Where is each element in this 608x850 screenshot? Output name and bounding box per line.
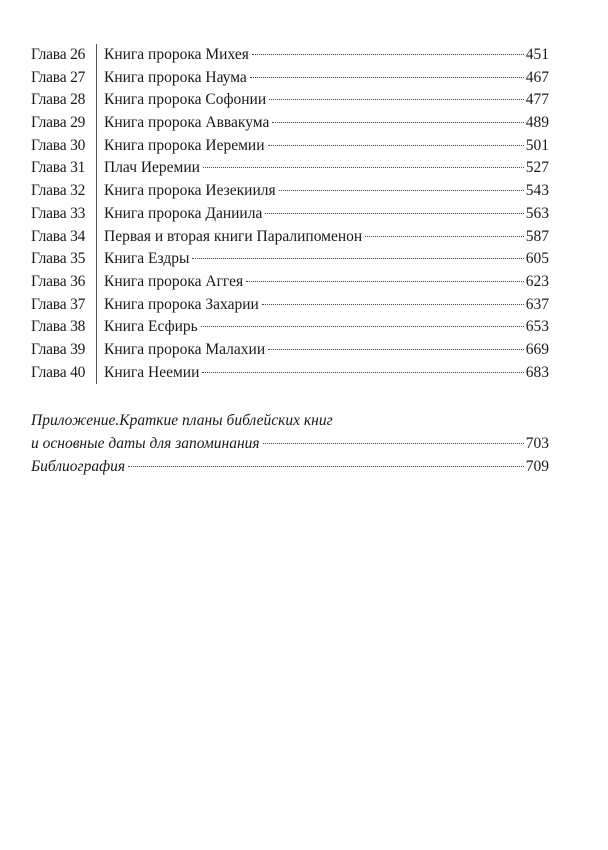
divider bbox=[96, 362, 97, 385]
chapter-title: Книга пророка Малахии bbox=[104, 340, 266, 358]
divider bbox=[96, 135, 97, 158]
chapter-number: Глава 40 bbox=[31, 363, 86, 381]
table-of-contents bbox=[31, 44, 549, 384]
toc-entry bbox=[31, 112, 549, 135]
chapter-number: Глава 30 bbox=[31, 136, 86, 154]
toc-entry bbox=[31, 67, 549, 90]
bibliography-title: Библиография bbox=[31, 458, 126, 475]
appendix-title-line2: и основные даты для запоминания bbox=[31, 435, 260, 452]
page-number: 623 bbox=[525, 272, 549, 290]
toc-entry bbox=[31, 135, 549, 158]
dot-leader bbox=[269, 99, 524, 100]
chapter-title: Книга пророка Иезекииля bbox=[104, 182, 276, 200]
dot-leader bbox=[202, 372, 523, 373]
chapter-title: Книга пророка Захарии bbox=[104, 295, 259, 313]
appendix-entry-line1 bbox=[31, 409, 549, 432]
page-number: 709 bbox=[525, 458, 549, 475]
chapter-title: Книга пророка Аввакума bbox=[104, 114, 270, 132]
chapter-title: Книга пророка Иеремии bbox=[104, 136, 265, 154]
chapter-title: Первая и вторая книги Паралипоменон bbox=[104, 227, 363, 245]
page-number: 501 bbox=[525, 136, 549, 154]
dot-leader bbox=[246, 281, 524, 282]
toc-entry bbox=[31, 339, 549, 362]
chapter-title: Плач Иеремии bbox=[104, 159, 200, 177]
dot-leader bbox=[268, 349, 524, 350]
toc-entry bbox=[31, 180, 549, 203]
dot-leader bbox=[192, 258, 523, 259]
page-number: 527 bbox=[525, 159, 549, 177]
chapter-title: Книга пророка Даниила bbox=[104, 204, 263, 222]
toc-entry bbox=[31, 362, 549, 385]
appendix-entry-line2 bbox=[31, 432, 549, 455]
page-number: 467 bbox=[525, 68, 549, 86]
chapter-number: Глава 29 bbox=[31, 114, 86, 132]
dot-leader bbox=[365, 236, 524, 237]
page-number: 489 bbox=[525, 114, 549, 132]
chapter-number: Глава 34 bbox=[31, 227, 86, 245]
dot-leader bbox=[263, 443, 524, 444]
chapter-number: Глава 33 bbox=[31, 204, 86, 222]
toc-entry bbox=[31, 294, 549, 317]
divider bbox=[96, 67, 97, 90]
divider bbox=[96, 271, 97, 294]
toc-entry bbox=[31, 44, 549, 67]
chapter-number: Глава 36 bbox=[31, 272, 86, 290]
chapter-title: Книга Ездры bbox=[104, 250, 190, 268]
dot-leader bbox=[279, 190, 524, 191]
divider bbox=[96, 339, 97, 362]
page-number: 563 bbox=[525, 204, 549, 222]
page-number: 669 bbox=[525, 340, 549, 358]
page-number: 653 bbox=[525, 318, 549, 336]
chapter-title: Книга пророка Аггея bbox=[104, 272, 244, 290]
dot-leader bbox=[262, 304, 524, 305]
dot-leader bbox=[272, 122, 523, 123]
dot-leader bbox=[268, 145, 524, 146]
page-number: 605 bbox=[525, 250, 549, 268]
divider bbox=[96, 157, 97, 180]
bibliography-entry bbox=[31, 455, 549, 478]
chapter-title: Книга пророка Софонии bbox=[104, 91, 267, 109]
chapter-number: Глава 39 bbox=[31, 340, 86, 358]
dot-leader bbox=[265, 213, 523, 214]
page-number: 587 bbox=[525, 227, 549, 245]
page-number: 637 bbox=[525, 295, 549, 313]
chapter-number: Глава 26 bbox=[31, 46, 86, 63]
chapter-number: Глава 38 bbox=[31, 318, 86, 336]
divider bbox=[96, 316, 97, 339]
dot-leader bbox=[201, 326, 524, 327]
toc-entry bbox=[31, 89, 549, 112]
divider bbox=[96, 89, 97, 112]
chapter-number: Глава 31 bbox=[31, 159, 86, 177]
toc-entry bbox=[31, 203, 549, 226]
divider bbox=[96, 226, 97, 249]
chapter-title: Книга Есфирь bbox=[104, 318, 198, 336]
toc-entry bbox=[31, 226, 549, 249]
dot-leader bbox=[203, 167, 524, 168]
appendix-title-line1: Приложение.Краткие планы библейских книг bbox=[31, 412, 333, 429]
chapter-title: Книга Неемии bbox=[104, 363, 200, 381]
chapter-number: Глава 37 bbox=[31, 295, 86, 313]
divider bbox=[96, 203, 97, 226]
divider bbox=[96, 180, 97, 203]
page-number: 451 bbox=[525, 46, 549, 63]
page-number: 683 bbox=[525, 363, 549, 381]
divider bbox=[96, 294, 97, 317]
toc-entry bbox=[31, 271, 549, 294]
divider bbox=[96, 248, 97, 271]
chapter-title: Книга пророка Михея bbox=[104, 46, 249, 63]
dot-leader bbox=[128, 466, 524, 467]
chapter-number: Глава 35 bbox=[31, 250, 86, 268]
chapter-title: Книга пророка Наума bbox=[104, 68, 247, 86]
chapter-number: Глава 27 bbox=[31, 68, 86, 86]
toc-entry bbox=[31, 316, 549, 339]
divider bbox=[96, 44, 97, 67]
dot-leader bbox=[252, 54, 524, 55]
divider bbox=[96, 112, 97, 135]
appendix-section bbox=[31, 409, 549, 478]
page-number: 543 bbox=[525, 182, 549, 200]
chapter-number: Глава 32 bbox=[31, 182, 86, 200]
page-number: 703 bbox=[525, 435, 549, 452]
toc-entry bbox=[31, 157, 549, 180]
page-number: 477 bbox=[525, 91, 549, 109]
dot-leader bbox=[250, 77, 524, 78]
chapter-number: Глава 28 bbox=[31, 91, 86, 109]
toc-entry bbox=[31, 248, 549, 271]
